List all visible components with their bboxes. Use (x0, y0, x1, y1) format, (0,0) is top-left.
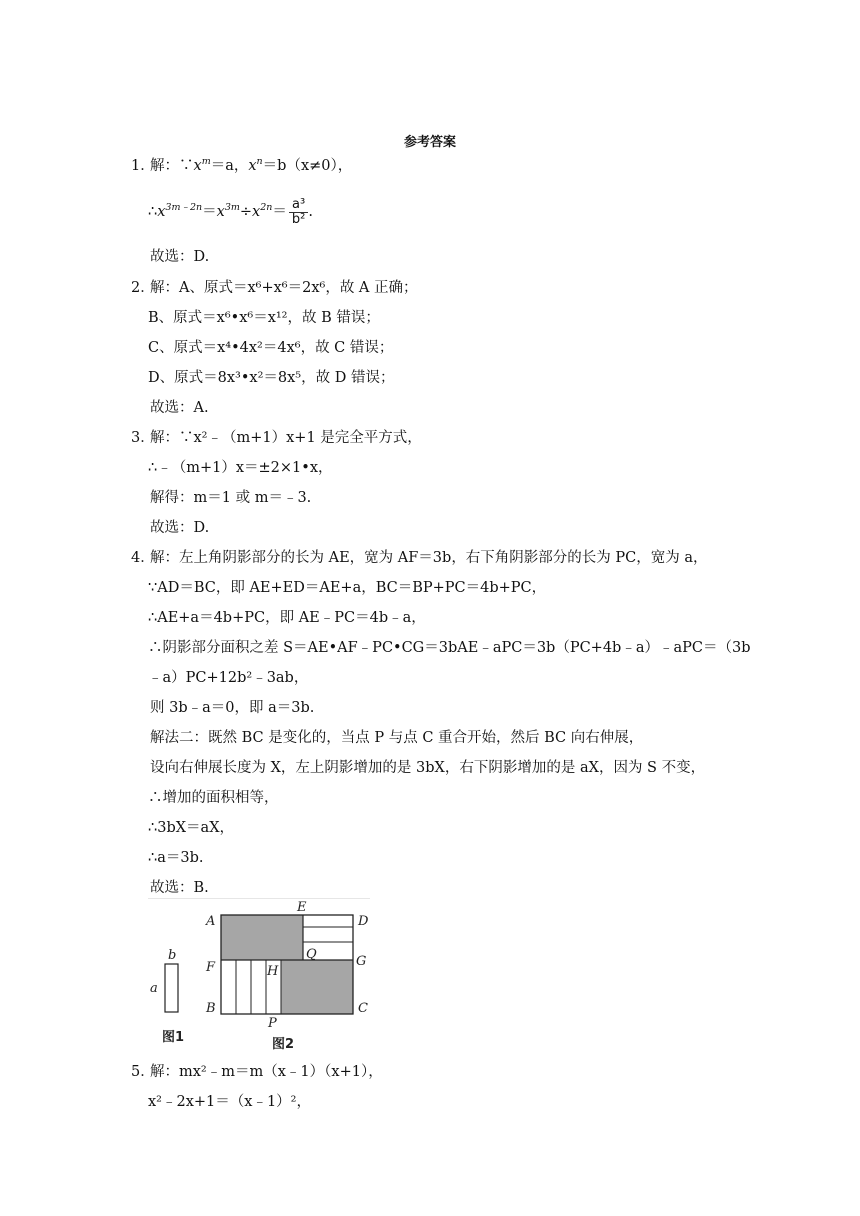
answer-line: 解得：m＝1 或 m＝﹣3. (150, 490, 312, 506)
figure1-caption: 图1 (162, 1030, 185, 1045)
answer-line: 解法二：既然 BC 是变化的，当点 P 与点 C 重合开始，然后 BC 向右伸展， (150, 730, 644, 746)
question-number: 1． (131, 158, 155, 174)
shaded-top-left (221, 915, 303, 960)
point-label-e: E (297, 900, 307, 915)
fraction: $\frac{\text{a³}}{\text{b²}}$ (289, 198, 308, 227)
answer-line: ∴增加的面积相等， (148, 790, 279, 806)
answer-line: 解：$\because x^m=a$，$x^n=b(x\ne 0)$， (150, 156, 353, 174)
answer-line: 解：左上角阴影部分的长为 AE，宽为 AF＝3b，右下角阴影部分的长为 PC，宽为 a， (150, 550, 708, 566)
answer-line: 解：mx²﹣m＝m（x﹣1）（x+1）， (150, 1064, 383, 1080)
point-label-h: H (267, 964, 279, 979)
answer-line: ﹣a）PC+12b²﹣3ab， (148, 670, 309, 686)
figure2-caption: 图2 (272, 1037, 295, 1052)
question-number: 4． (131, 550, 155, 566)
label-b: b (168, 948, 177, 963)
point-label-f: F (206, 960, 216, 975)
answer-line: ∴阴影部分面积之差 S＝AE•AF﹣PC•CG＝3bAE﹣aPC＝3b（PC+4b﹣a）﹣aPC＝（3b (148, 640, 751, 656)
point-label-c: C (358, 1001, 368, 1016)
answer-line: C、原式＝x⁴•4x²＝4x⁶，故 C 错误； (148, 340, 394, 356)
point-label-p: P (268, 1016, 277, 1031)
point-label-g: G (356, 954, 367, 969)
answer-line: ∴﹣（m+1）x＝±2×1•x， (148, 460, 333, 476)
answer-line: ∴a＝3b. (148, 850, 204, 866)
answer-line: ∵AD＝BC，即 AE+ED＝AE+a，BC＝BP+PC＝4b+PC， (148, 580, 547, 596)
answer-line: 解：∵x²﹣（m+1）x+1 是完全平方式， (150, 430, 422, 446)
answer-line: 设向右伸展长度为 X，左上阴影增加的是 3bX，右下阴影增加的是 aX，因为 S 不变， (150, 760, 706, 776)
point-label-d: D (358, 914, 369, 929)
question-number: 3． (131, 430, 155, 446)
answer-line: ∴3bX＝aX， (148, 820, 235, 836)
answer-line: 解：A、原式＝x⁶+x⁶＝2x⁶，故 A 正确； (150, 280, 418, 296)
answer-line: 则 3b﹣a＝0，即 a＝3b. (150, 700, 315, 716)
point-label-q: Q (306, 947, 317, 962)
answer-line: 故选：A. (150, 400, 209, 416)
point-label-b: B (206, 1001, 216, 1016)
label-a: a (150, 981, 158, 996)
answer-line: ∴AE+a＝4b+PC，即 AE﹣PC＝4b﹣a， (148, 610, 426, 626)
answer-line: 故选：D. (150, 249, 210, 265)
page-title: 参考答案 (403, 135, 456, 150)
answer-line: 故选：D. (150, 520, 210, 536)
answer-line: x²﹣2x+1＝（x﹣1）²， (148, 1094, 311, 1110)
shaded-bottom-right (281, 960, 353, 1014)
question-number: 2． (131, 280, 155, 296)
answer-line: B、原式＝x⁶•x⁶＝x¹²，故 B 错误； (148, 310, 380, 326)
answer-line: D、原式＝8x³•x²＝8x⁵，故 D 错误； (148, 370, 395, 386)
point-label-a: A (206, 914, 216, 929)
answer-line: $\therefore x^{3m﹣2n}=x^{3m}\div x^{2n}=$ $\frac{\text{a³}}{\text{b²}}$ . (148, 196, 313, 227)
small-rectangle (165, 964, 178, 1012)
geometry-figure (148, 898, 370, 1056)
answer-line: 故选：B. (150, 880, 209, 896)
question-number: 5． (131, 1064, 155, 1080)
